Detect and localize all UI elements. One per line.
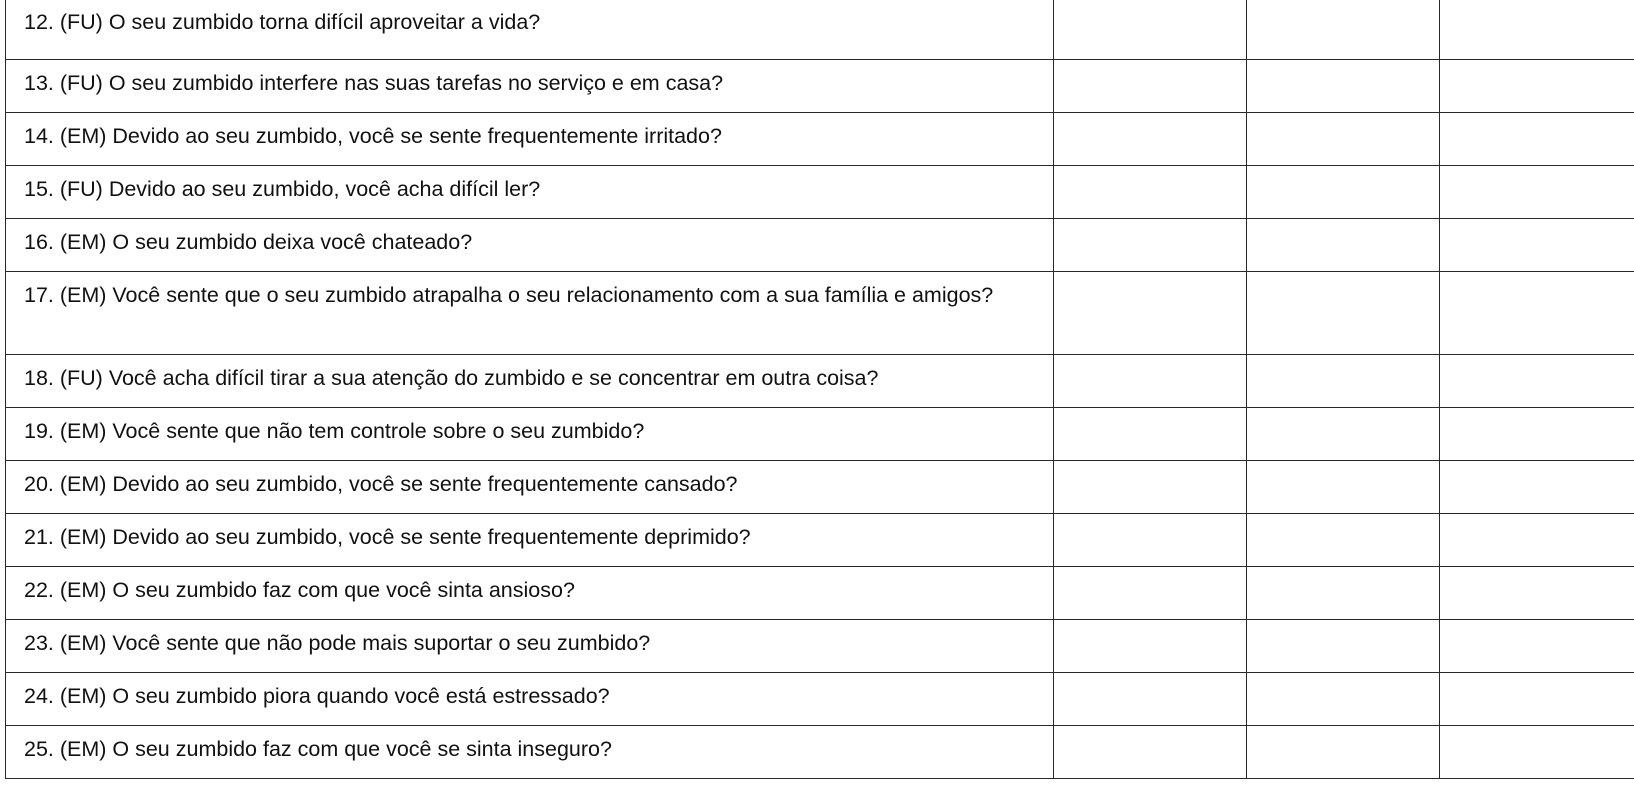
answer-cell-sometimes[interactable] bbox=[1247, 166, 1440, 219]
question-text: 23. (EM) Você sente que não pode mais suportar o seu zumbido? bbox=[6, 620, 1054, 673]
answer-cell-sometimes[interactable] bbox=[1247, 60, 1440, 113]
answer-cell-yes[interactable] bbox=[1054, 219, 1247, 272]
answer-cell-sometimes[interactable] bbox=[1247, 272, 1440, 355]
answer-cell-yes[interactable] bbox=[1054, 567, 1247, 620]
question-text: 14. (EM) Devido ao seu zumbido, você se sente frequentemente irritado? bbox=[6, 113, 1054, 166]
questionnaire-table-container bbox=[5, 0, 1634, 779]
table-row bbox=[6, 0, 1634, 60]
answer-cell-no[interactable] bbox=[1440, 272, 1634, 355]
answer-cell-sometimes[interactable] bbox=[1247, 355, 1440, 408]
answer-cell-no[interactable] bbox=[1440, 60, 1634, 113]
question-text: 18. (FU) Você acha difícil tirar a sua atenção do zumbido e se concentrar em outra coisa? bbox=[6, 355, 1054, 408]
answer-cell-yes[interactable] bbox=[1054, 620, 1247, 673]
answer-cell-no[interactable] bbox=[1440, 355, 1634, 408]
question-text: 24. (EM) O seu zumbido piora quando você está estressado? bbox=[6, 673, 1054, 726]
table-row bbox=[6, 113, 1634, 166]
answer-cell-yes[interactable] bbox=[1054, 408, 1247, 461]
table-row bbox=[6, 567, 1634, 620]
question-text: 17. (EM) Você sente que o seu zumbido atrapalha o seu relacionamento com a sua família e amigos? bbox=[6, 272, 1054, 355]
answer-cell-yes[interactable] bbox=[1054, 60, 1247, 113]
question-text: 20. (EM) Devido ao seu zumbido, você se sente frequentemente cansado? bbox=[6, 461, 1054, 514]
answer-cell-no[interactable] bbox=[1440, 113, 1634, 166]
table-row bbox=[6, 166, 1634, 219]
answer-cell-no[interactable] bbox=[1440, 567, 1634, 620]
answer-cell-sometimes[interactable] bbox=[1247, 219, 1440, 272]
answer-cell-no[interactable] bbox=[1440, 461, 1634, 514]
answer-cell-sometimes[interactable] bbox=[1247, 726, 1440, 779]
answer-cell-sometimes[interactable] bbox=[1247, 673, 1440, 726]
answer-cell-no[interactable] bbox=[1440, 166, 1634, 219]
answer-cell-no[interactable] bbox=[1440, 514, 1634, 567]
questionnaire-table bbox=[5, 0, 1634, 779]
answer-cell-yes[interactable] bbox=[1054, 726, 1247, 779]
question-text: 16. (EM) O seu zumbido deixa você chateado? bbox=[6, 219, 1054, 272]
answer-cell-yes[interactable] bbox=[1054, 514, 1247, 567]
table-row bbox=[6, 726, 1634, 779]
answer-cell-sometimes[interactable] bbox=[1247, 620, 1440, 673]
question-text: 25. (EM) O seu zumbido faz com que você se sinta inseguro? bbox=[6, 726, 1054, 779]
answer-cell-no[interactable] bbox=[1440, 726, 1634, 779]
answer-cell-yes[interactable] bbox=[1054, 166, 1247, 219]
table-row bbox=[6, 355, 1634, 408]
answer-cell-sometimes[interactable] bbox=[1247, 408, 1440, 461]
question-text: 21. (EM) Devido ao seu zumbido, você se sente frequentemente deprimido? bbox=[6, 514, 1054, 567]
answer-cell-no[interactable] bbox=[1440, 0, 1634, 60]
table-row bbox=[6, 408, 1634, 461]
table-row bbox=[6, 514, 1634, 567]
answer-cell-yes[interactable] bbox=[1054, 0, 1247, 60]
question-text: 12. (FU) O seu zumbido torna difícil aproveitar a vida? bbox=[6, 0, 1054, 60]
table-row bbox=[6, 620, 1634, 673]
answer-cell-sometimes[interactable] bbox=[1247, 0, 1440, 60]
table-row bbox=[6, 272, 1634, 355]
question-text: 22. (EM) O seu zumbido faz com que você sinta ansioso? bbox=[6, 567, 1054, 620]
table-row bbox=[6, 60, 1634, 113]
answer-cell-yes[interactable] bbox=[1054, 272, 1247, 355]
question-text: 15. (FU) Devido ao seu zumbido, você acha difícil ler? bbox=[6, 166, 1054, 219]
answer-cell-yes[interactable] bbox=[1054, 113, 1247, 166]
answer-cell-no[interactable] bbox=[1440, 408, 1634, 461]
question-text: 13. (FU) O seu zumbido interfere nas suas tarefas no serviço e em casa? bbox=[6, 60, 1054, 113]
question-text: 19. (EM) Você sente que não tem controle sobre o seu zumbido? bbox=[6, 408, 1054, 461]
answer-cell-yes[interactable] bbox=[1054, 355, 1247, 408]
table-row bbox=[6, 219, 1634, 272]
answer-cell-yes[interactable] bbox=[1054, 673, 1247, 726]
answer-cell-no[interactable] bbox=[1440, 673, 1634, 726]
answer-cell-sometimes[interactable] bbox=[1247, 461, 1440, 514]
answer-cell-no[interactable] bbox=[1440, 219, 1634, 272]
answer-cell-yes[interactable] bbox=[1054, 461, 1247, 514]
table-row bbox=[6, 461, 1634, 514]
answer-cell-sometimes[interactable] bbox=[1247, 567, 1440, 620]
answer-cell-no[interactable] bbox=[1440, 620, 1634, 673]
table-row bbox=[6, 673, 1634, 726]
answer-cell-sometimes[interactable] bbox=[1247, 113, 1440, 166]
answer-cell-sometimes[interactable] bbox=[1247, 514, 1440, 567]
